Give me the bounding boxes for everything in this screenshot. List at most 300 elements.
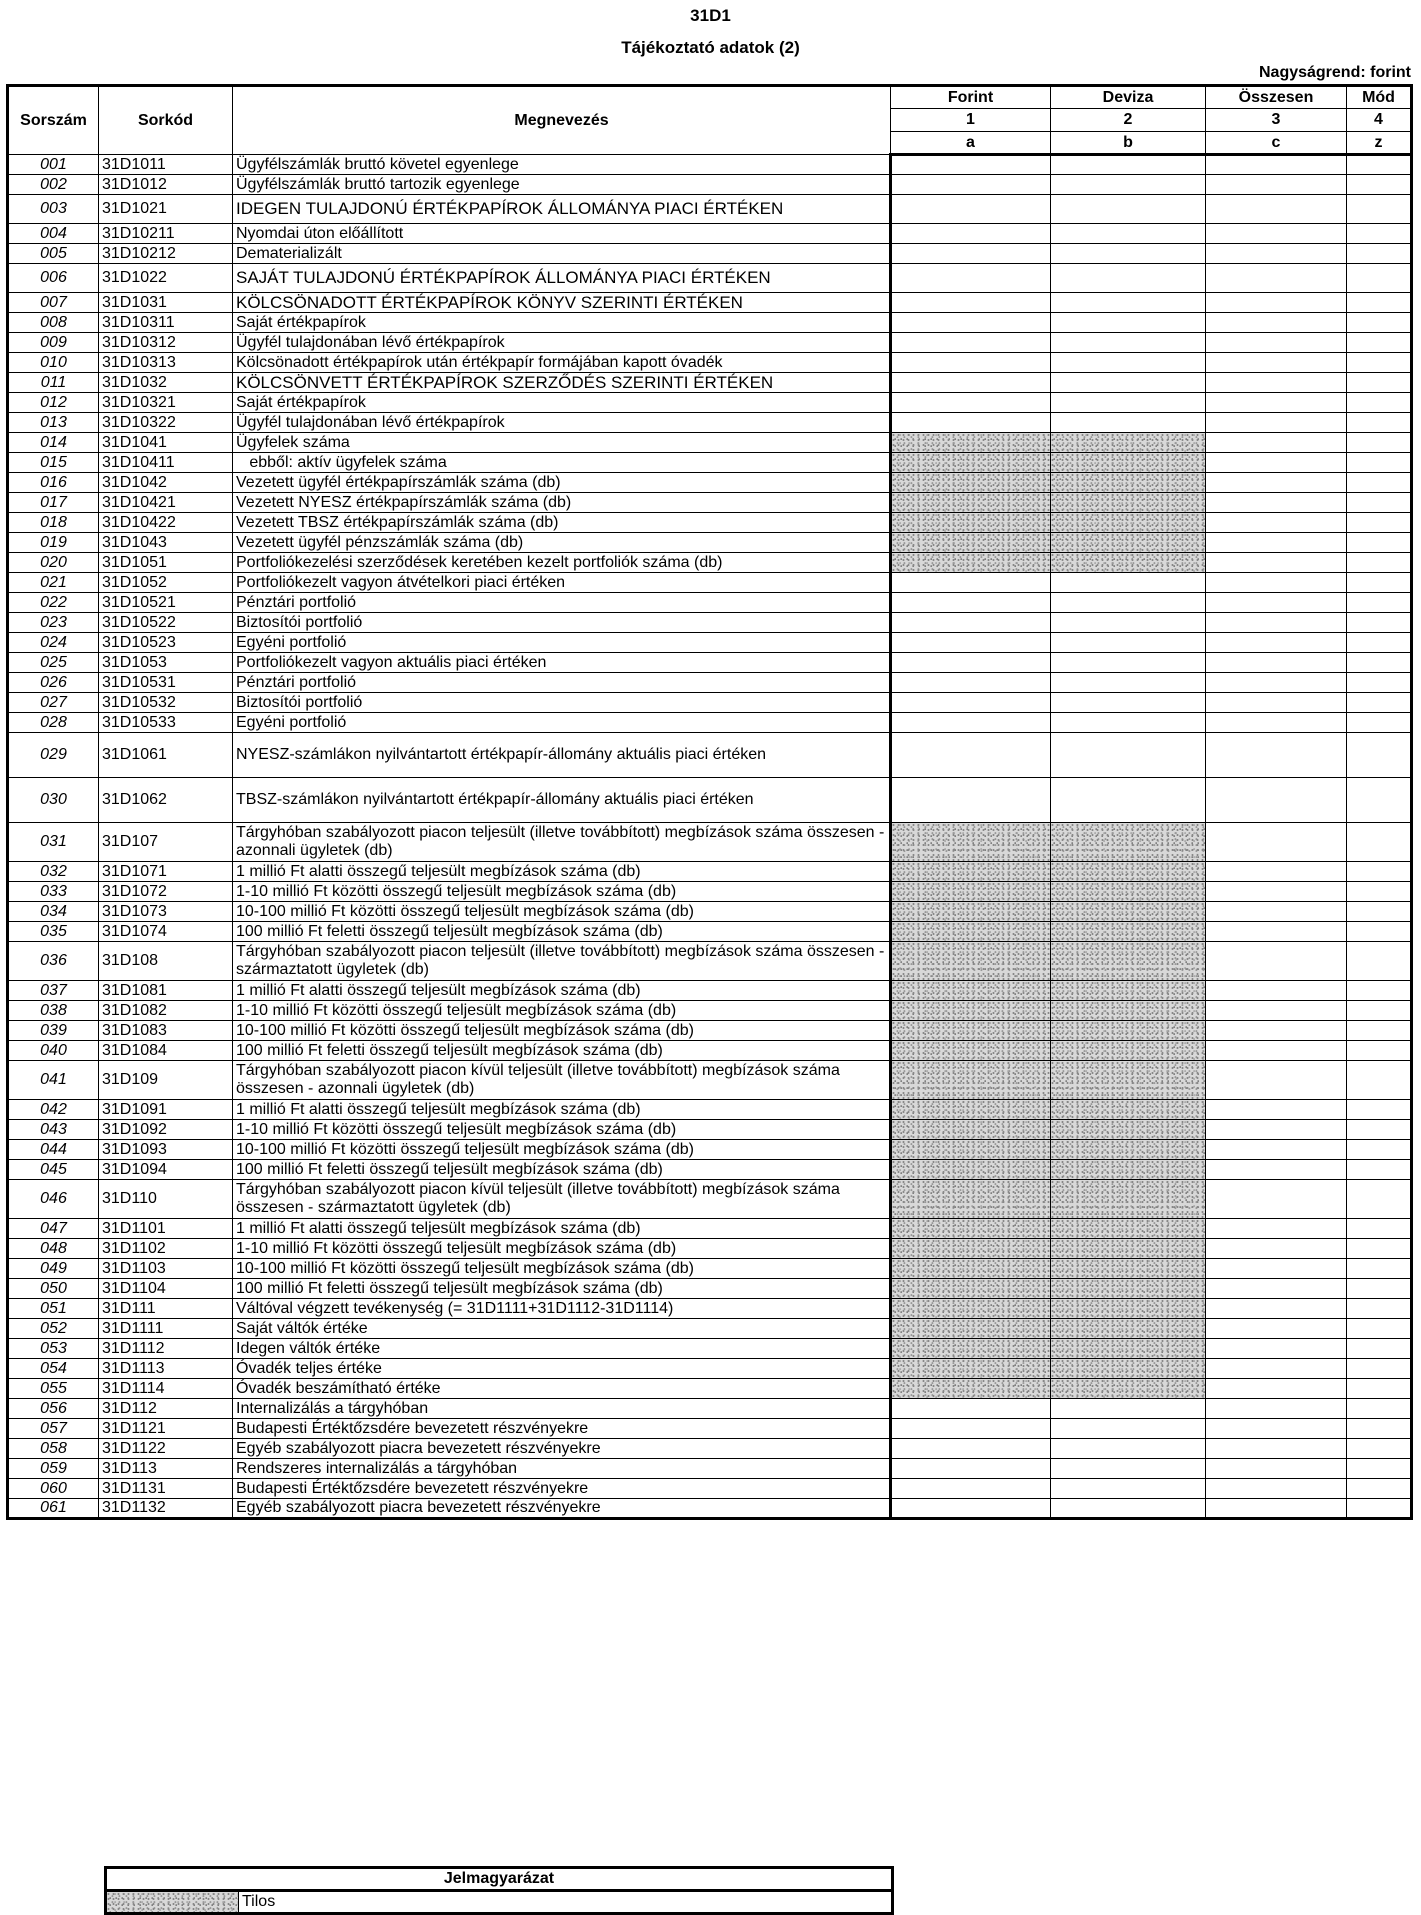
table-row xyxy=(8,264,1412,293)
cell-forint[interactable] xyxy=(891,244,1051,264)
cell-mod[interactable] xyxy=(1347,1041,1412,1061)
cell-mod[interactable] xyxy=(1347,244,1412,264)
cell-osszesen[interactable] xyxy=(1206,244,1347,264)
table-row xyxy=(8,1021,1412,1041)
cell-osszesen[interactable] xyxy=(1206,373,1347,393)
row-number: 018 xyxy=(8,513,99,533)
cell-forint xyxy=(891,1021,1051,1041)
cell-mod[interactable] xyxy=(1347,1180,1412,1219)
cell-forint[interactable] xyxy=(891,573,1051,593)
cell-osszesen[interactable] xyxy=(1206,1379,1347,1399)
cell-mod[interactable] xyxy=(1347,733,1412,778)
cell-osszesen[interactable] xyxy=(1206,633,1347,653)
row-number: 002 xyxy=(8,175,99,195)
cell-deviza xyxy=(1051,533,1206,553)
cell-mod[interactable] xyxy=(1347,1319,1412,1339)
col-header-forint: Forint xyxy=(891,86,1051,109)
row-code: 31D109 xyxy=(99,1061,233,1100)
cell-mod[interactable] xyxy=(1347,224,1412,244)
cell-mod[interactable] xyxy=(1347,1239,1412,1259)
table-row xyxy=(8,1299,1412,1319)
cell-osszesen[interactable] xyxy=(1206,1359,1347,1379)
row-label: SAJÁT TULAJDONÚ ÉRTÉKPAPÍROK ÁLLOMÁNYA PIACI ÉRTÉKEN xyxy=(233,264,891,293)
cell-mod[interactable] xyxy=(1347,1459,1412,1479)
cell-deviza[interactable] xyxy=(1051,393,1206,413)
cell-forint[interactable] xyxy=(891,1439,1051,1459)
row-label: 10-100 millió Ft közötti összegű teljesült megbízások száma (db) xyxy=(233,1259,891,1279)
cell-mod[interactable] xyxy=(1347,1061,1412,1100)
cell-forint[interactable] xyxy=(891,593,1051,613)
cell-mod[interactable] xyxy=(1347,1419,1412,1439)
row-number: 005 xyxy=(8,244,99,264)
cell-mod[interactable] xyxy=(1347,1259,1412,1279)
table-row xyxy=(8,1499,1412,1519)
cell-mod[interactable] xyxy=(1347,293,1412,313)
row-label: TBSZ-számlákon nyilvántartott értékpapír-állomány aktuális piaci értéken xyxy=(233,778,891,823)
cell-forint[interactable] xyxy=(891,333,1051,353)
cell-forint xyxy=(891,433,1051,453)
row-label: Pénztári portfolió xyxy=(233,593,891,613)
cell-forint[interactable] xyxy=(891,1399,1051,1419)
cell-forint[interactable] xyxy=(891,633,1051,653)
cell-osszesen[interactable] xyxy=(1206,778,1347,823)
cell-osszesen[interactable] xyxy=(1206,393,1347,413)
row-number: 006 xyxy=(8,264,99,293)
row-number: 043 xyxy=(8,1120,99,1140)
cell-osszesen[interactable] xyxy=(1206,353,1347,373)
cell-deviza[interactable] xyxy=(1051,1439,1206,1459)
row-code: 31D1132 xyxy=(99,1499,233,1519)
cell-osszesen[interactable] xyxy=(1206,473,1347,493)
cell-forint xyxy=(891,902,1051,922)
row-label: 100 millió Ft feletti összegű teljesült megbízások száma (db) xyxy=(233,1279,891,1299)
row-number: 061 xyxy=(8,1499,99,1519)
cell-mod[interactable] xyxy=(1347,373,1412,393)
row-label: Nyomdai úton előállított xyxy=(233,224,891,244)
row-label: Tárgyhóban szabályozott piacon teljesült (illetve továbbított) megbízások száma összesen - azonnali ügyletek (db) xyxy=(233,823,891,862)
cell-osszesen[interactable] xyxy=(1206,1279,1347,1299)
cell-forint[interactable] xyxy=(891,155,1051,175)
cell-deviza[interactable] xyxy=(1051,1459,1206,1479)
cell-mod[interactable] xyxy=(1347,473,1412,493)
row-label: Vezetett TBSZ értékpapírszámlák száma (db) xyxy=(233,513,891,533)
table-row xyxy=(8,613,1412,633)
legend-title: Jelmagyarázat xyxy=(106,1868,893,1891)
cell-osszesen[interactable] xyxy=(1206,1160,1347,1180)
row-code: 31D10212 xyxy=(99,244,233,264)
cell-osszesen[interactable] xyxy=(1206,493,1347,513)
row-code: 31D1114 xyxy=(99,1379,233,1399)
cell-mod[interactable] xyxy=(1347,1160,1412,1180)
cell-forint xyxy=(891,1160,1051,1180)
row-label: Ügyfelek száma xyxy=(233,433,891,453)
table-row xyxy=(8,433,1412,453)
cell-mod[interactable] xyxy=(1347,593,1412,613)
cell-mod[interactable] xyxy=(1347,1140,1412,1160)
cell-osszesen[interactable] xyxy=(1206,922,1347,942)
cell-osszesen[interactable] xyxy=(1206,902,1347,922)
row-label: 1 millió Ft alatti összegű teljesült megbízások száma (db) xyxy=(233,981,891,1001)
cell-deviza[interactable] xyxy=(1051,733,1206,778)
cell-osszesen[interactable] xyxy=(1206,1479,1347,1499)
cell-mod[interactable] xyxy=(1347,155,1412,175)
cell-forint xyxy=(891,922,1051,942)
cell-mod[interactable] xyxy=(1347,493,1412,513)
cell-osszesen[interactable] xyxy=(1206,1259,1347,1279)
cell-osszesen[interactable] xyxy=(1206,195,1347,224)
cell-osszesen[interactable] xyxy=(1206,175,1347,195)
cell-deviza xyxy=(1051,1021,1206,1041)
table-row xyxy=(8,473,1412,493)
row-label: Biztosítói portfolió xyxy=(233,613,891,633)
cell-osszesen[interactable] xyxy=(1206,224,1347,244)
cell-osszesen[interactable] xyxy=(1206,942,1347,981)
table-row xyxy=(8,778,1412,823)
cell-osszesen[interactable] xyxy=(1206,1439,1347,1459)
cell-forint[interactable] xyxy=(891,693,1051,713)
cell-mod[interactable] xyxy=(1347,1100,1412,1120)
cell-deviza[interactable] xyxy=(1051,244,1206,264)
cell-mod[interactable] xyxy=(1347,673,1412,693)
cell-mod[interactable] xyxy=(1347,553,1412,573)
cell-osszesen[interactable] xyxy=(1206,533,1347,553)
table-row xyxy=(8,1399,1412,1419)
table-row xyxy=(8,1339,1412,1359)
table-row xyxy=(8,1359,1412,1379)
cell-mod[interactable] xyxy=(1347,922,1412,942)
cell-forint[interactable] xyxy=(891,778,1051,823)
cell-mod[interactable] xyxy=(1347,613,1412,633)
cell-deviza[interactable] xyxy=(1051,333,1206,353)
cell-forint[interactable] xyxy=(891,353,1051,373)
row-label: Kölcsönadott értékpapírok után értékpapír formájában kapott óvadék xyxy=(233,353,891,373)
cell-mod[interactable] xyxy=(1347,862,1412,882)
cell-mod[interactable] xyxy=(1347,1399,1412,1419)
cell-deviza[interactable] xyxy=(1051,778,1206,823)
row-label: Biztosítói portfolió xyxy=(233,693,891,713)
cell-deviza xyxy=(1051,882,1206,902)
cell-osszesen[interactable] xyxy=(1206,264,1347,293)
cell-forint[interactable] xyxy=(891,373,1051,393)
table-row xyxy=(8,353,1412,373)
col-header-sorkod: Sorkód xyxy=(99,86,233,155)
row-label: Pénztári portfolió xyxy=(233,673,891,693)
cell-forint xyxy=(891,1140,1051,1160)
cell-mod[interactable] xyxy=(1347,453,1412,473)
row-code: 31D1053 xyxy=(99,653,233,673)
table-row xyxy=(8,733,1412,778)
row-number: 001 xyxy=(8,155,99,175)
table-row xyxy=(8,1061,1412,1100)
cell-mod[interactable] xyxy=(1347,1021,1412,1041)
cell-forint[interactable] xyxy=(891,733,1051,778)
table-row xyxy=(8,313,1412,333)
cell-osszesen[interactable] xyxy=(1206,733,1347,778)
row-label: Internalizálás a tárgyhóban xyxy=(233,1399,891,1419)
cell-forint xyxy=(891,513,1051,533)
table-row xyxy=(8,1459,1412,1479)
table-row xyxy=(8,1319,1412,1339)
cell-osszesen[interactable] xyxy=(1206,1399,1347,1419)
cell-forint[interactable] xyxy=(891,313,1051,333)
cell-mod[interactable] xyxy=(1347,882,1412,902)
table-row xyxy=(8,393,1412,413)
cell-forint[interactable] xyxy=(891,1499,1051,1519)
cell-deviza[interactable] xyxy=(1051,713,1206,733)
cell-forint xyxy=(891,981,1051,1001)
table-row xyxy=(8,593,1412,613)
cell-mod[interactable] xyxy=(1347,823,1412,862)
cell-deviza[interactable] xyxy=(1051,155,1206,175)
cell-deviza[interactable] xyxy=(1051,613,1206,633)
cell-deviza[interactable] xyxy=(1051,195,1206,224)
row-label: Óvadék teljes értéke xyxy=(233,1359,891,1379)
cell-mod[interactable] xyxy=(1347,1359,1412,1379)
cell-forint xyxy=(891,1259,1051,1279)
cell-deviza[interactable] xyxy=(1051,1419,1206,1439)
cell-forint xyxy=(891,1180,1051,1219)
cell-osszesen[interactable] xyxy=(1206,313,1347,333)
row-label: Budapesti Értéktőzsdére bevezetett részvényekre xyxy=(233,1479,891,1499)
row-label: Rendszeres internalizálás a tárgyhóban xyxy=(233,1459,891,1479)
cell-deviza[interactable] xyxy=(1051,373,1206,393)
cell-osszesen[interactable] xyxy=(1206,293,1347,313)
cell-osszesen[interactable] xyxy=(1206,1319,1347,1339)
cell-osszesen[interactable] xyxy=(1206,1219,1347,1239)
cell-deviza[interactable] xyxy=(1051,633,1206,653)
cell-osszesen[interactable] xyxy=(1206,1041,1347,1061)
cell-mod[interactable] xyxy=(1347,1499,1412,1519)
row-number: 049 xyxy=(8,1259,99,1279)
cell-mod[interactable] xyxy=(1347,693,1412,713)
row-number: 017 xyxy=(8,493,99,513)
row-label: Óvadék beszámítható értéke xyxy=(233,1379,891,1399)
cell-osszesen[interactable] xyxy=(1206,573,1347,593)
cell-osszesen[interactable] xyxy=(1206,1001,1347,1021)
row-code: 31D1103 xyxy=(99,1259,233,1279)
cell-deviza xyxy=(1051,1160,1206,1180)
cell-mod[interactable] xyxy=(1347,513,1412,533)
cell-osszesen[interactable] xyxy=(1206,1140,1347,1160)
cell-osszesen[interactable] xyxy=(1206,693,1347,713)
cell-mod[interactable] xyxy=(1347,313,1412,333)
cell-deviza xyxy=(1051,513,1206,533)
row-code: 31D10312 xyxy=(99,333,233,353)
table-row xyxy=(8,553,1412,573)
row-label: NYESZ-számlákon nyilvántartott értékpapír-állomány aktuális piaci értéken xyxy=(233,733,891,778)
cell-osszesen[interactable] xyxy=(1206,593,1347,613)
cell-forint xyxy=(891,823,1051,862)
table-row xyxy=(8,373,1412,393)
cell-osszesen[interactable] xyxy=(1206,1180,1347,1219)
cell-mod[interactable] xyxy=(1347,393,1412,413)
cell-osszesen[interactable] xyxy=(1206,433,1347,453)
cell-deviza xyxy=(1051,922,1206,942)
cell-mod[interactable] xyxy=(1347,942,1412,981)
cell-deviza[interactable] xyxy=(1051,413,1206,433)
cell-deviza[interactable] xyxy=(1051,293,1206,313)
row-number: 044 xyxy=(8,1140,99,1160)
cell-osszesen[interactable] xyxy=(1206,613,1347,633)
row-label: Tárgyhóban szabályozott piacon teljesült (illetve továbbított) megbízások száma összesen - származtatott ügyletek (db) xyxy=(233,942,891,981)
cell-mod[interactable] xyxy=(1347,1379,1412,1399)
cell-deviza xyxy=(1051,1319,1206,1339)
col-letter-a: a xyxy=(891,132,1051,155)
cell-mod[interactable] xyxy=(1347,195,1412,224)
cell-mod[interactable] xyxy=(1347,533,1412,553)
cell-osszesen[interactable] xyxy=(1206,713,1347,733)
cell-osszesen[interactable] xyxy=(1206,1120,1347,1140)
cell-osszesen[interactable] xyxy=(1206,453,1347,473)
cell-forint[interactable] xyxy=(891,293,1051,313)
cell-deviza[interactable] xyxy=(1051,264,1206,293)
cell-osszesen[interactable] xyxy=(1206,413,1347,433)
row-number: 057 xyxy=(8,1419,99,1439)
row-number: 037 xyxy=(8,981,99,1001)
cell-deviza[interactable] xyxy=(1051,1499,1206,1519)
cell-mod[interactable] xyxy=(1347,1219,1412,1239)
cell-osszesen[interactable] xyxy=(1206,862,1347,882)
row-number: 016 xyxy=(8,473,99,493)
row-label: Egyéb szabályozott piacra bevezetett részvényekre xyxy=(233,1499,891,1519)
cell-deviza[interactable] xyxy=(1051,175,1206,195)
row-code: 31D1071 xyxy=(99,862,233,882)
cell-mod[interactable] xyxy=(1347,1279,1412,1299)
cell-mod[interactable] xyxy=(1347,264,1412,293)
cell-deviza xyxy=(1051,1140,1206,1160)
cell-osszesen[interactable] xyxy=(1206,653,1347,673)
row-code: 31D1112 xyxy=(99,1339,233,1359)
cell-osszesen[interactable] xyxy=(1206,513,1347,533)
cell-osszesen[interactable] xyxy=(1206,673,1347,693)
cell-mod[interactable] xyxy=(1347,573,1412,593)
cell-osszesen[interactable] xyxy=(1206,823,1347,862)
row-number: 019 xyxy=(8,533,99,553)
cell-deviza[interactable] xyxy=(1051,1399,1206,1419)
cell-forint xyxy=(891,1001,1051,1021)
cell-osszesen[interactable] xyxy=(1206,1061,1347,1100)
cell-mod[interactable] xyxy=(1347,902,1412,922)
cell-mod[interactable] xyxy=(1347,353,1412,373)
cell-deviza[interactable] xyxy=(1051,313,1206,333)
cell-osszesen[interactable] xyxy=(1206,1419,1347,1439)
cell-osszesen[interactable] xyxy=(1206,1459,1347,1479)
cell-forint[interactable] xyxy=(891,1419,1051,1439)
cell-osszesen[interactable] xyxy=(1206,981,1347,1001)
cell-forint[interactable] xyxy=(891,264,1051,293)
cell-forint[interactable] xyxy=(891,1479,1051,1499)
cell-deviza[interactable] xyxy=(1051,593,1206,613)
cell-deviza[interactable] xyxy=(1051,673,1206,693)
cell-deviza[interactable] xyxy=(1051,693,1206,713)
table-row xyxy=(8,713,1412,733)
cell-mod[interactable] xyxy=(1347,413,1412,433)
cell-forint[interactable] xyxy=(891,653,1051,673)
row-number: 015 xyxy=(8,453,99,473)
cell-mod[interactable] xyxy=(1347,1001,1412,1021)
cell-mod[interactable] xyxy=(1347,653,1412,673)
cell-forint[interactable] xyxy=(891,673,1051,693)
table-row xyxy=(8,224,1412,244)
cell-forint xyxy=(891,453,1051,473)
cell-osszesen[interactable] xyxy=(1206,1299,1347,1319)
cell-osszesen[interactable] xyxy=(1206,882,1347,902)
row-code: 31D113 xyxy=(99,1459,233,1479)
table-row xyxy=(8,633,1412,653)
cell-mod[interactable] xyxy=(1347,713,1412,733)
row-code: 31D10522 xyxy=(99,613,233,633)
table-row xyxy=(8,573,1412,593)
cell-deviza[interactable] xyxy=(1051,353,1206,373)
cell-osszesen[interactable] xyxy=(1206,155,1347,175)
cell-deviza[interactable] xyxy=(1051,1479,1206,1499)
row-code: 31D1122 xyxy=(99,1439,233,1459)
cell-forint xyxy=(891,1319,1051,1339)
cell-mod[interactable] xyxy=(1347,433,1412,453)
cell-mod[interactable] xyxy=(1347,1120,1412,1140)
table-row xyxy=(8,1001,1412,1021)
cell-forint[interactable] xyxy=(891,1459,1051,1479)
table-row xyxy=(8,902,1412,922)
cell-mod[interactable] xyxy=(1347,1479,1412,1499)
cell-osszesen[interactable] xyxy=(1206,1239,1347,1259)
table-body xyxy=(8,155,1412,1519)
row-label: 1 millió Ft alatti összegű teljesült megbízások száma (db) xyxy=(233,862,891,882)
cell-forint[interactable] xyxy=(891,224,1051,244)
cell-deviza[interactable] xyxy=(1051,224,1206,244)
data-table xyxy=(6,84,1413,1520)
cell-deviza xyxy=(1051,1259,1206,1279)
cell-forint[interactable] xyxy=(891,613,1051,633)
cell-forint[interactable] xyxy=(891,195,1051,224)
row-label: Vezetett ügyfél értékpapírszámlák száma (db) xyxy=(233,473,891,493)
cell-osszesen[interactable] xyxy=(1206,1100,1347,1120)
cell-deviza[interactable] xyxy=(1051,573,1206,593)
row-code: 31D10531 xyxy=(99,673,233,693)
row-code: 31D1131 xyxy=(99,1479,233,1499)
cell-osszesen[interactable] xyxy=(1206,1499,1347,1519)
cell-forint xyxy=(891,553,1051,573)
cell-osszesen[interactable] xyxy=(1206,553,1347,573)
cell-forint[interactable] xyxy=(891,175,1051,195)
cell-mod[interactable] xyxy=(1347,1299,1412,1319)
cell-deviza xyxy=(1051,1219,1206,1239)
cell-forint[interactable] xyxy=(891,413,1051,433)
col-header-sorszam: Sorszám xyxy=(8,86,99,155)
row-label: Ügyfélszámlák bruttó tartozik egyenlege xyxy=(233,175,891,195)
cell-mod[interactable] xyxy=(1347,1339,1412,1359)
cell-mod[interactable] xyxy=(1347,633,1412,653)
cell-deviza[interactable] xyxy=(1051,653,1206,673)
cell-osszesen[interactable] xyxy=(1206,1021,1347,1041)
row-label: 1 millió Ft alatti összegű teljesült megbízások száma (db) xyxy=(233,1219,891,1239)
cell-forint[interactable] xyxy=(891,393,1051,413)
cell-mod[interactable] xyxy=(1347,1439,1412,1459)
cell-mod[interactable] xyxy=(1347,333,1412,353)
cell-mod[interactable] xyxy=(1347,981,1412,1001)
cell-osszesen[interactable] xyxy=(1206,1339,1347,1359)
table-row xyxy=(8,453,1412,473)
cell-deviza xyxy=(1051,453,1206,473)
cell-forint xyxy=(891,493,1051,513)
cell-forint[interactable] xyxy=(891,713,1051,733)
cell-mod[interactable] xyxy=(1347,175,1412,195)
cell-mod[interactable] xyxy=(1347,778,1412,823)
cell-osszesen[interactable] xyxy=(1206,333,1347,353)
row-number: 047 xyxy=(8,1219,99,1239)
row-number: 010 xyxy=(8,353,99,373)
row-code: 31D112 xyxy=(99,1399,233,1419)
